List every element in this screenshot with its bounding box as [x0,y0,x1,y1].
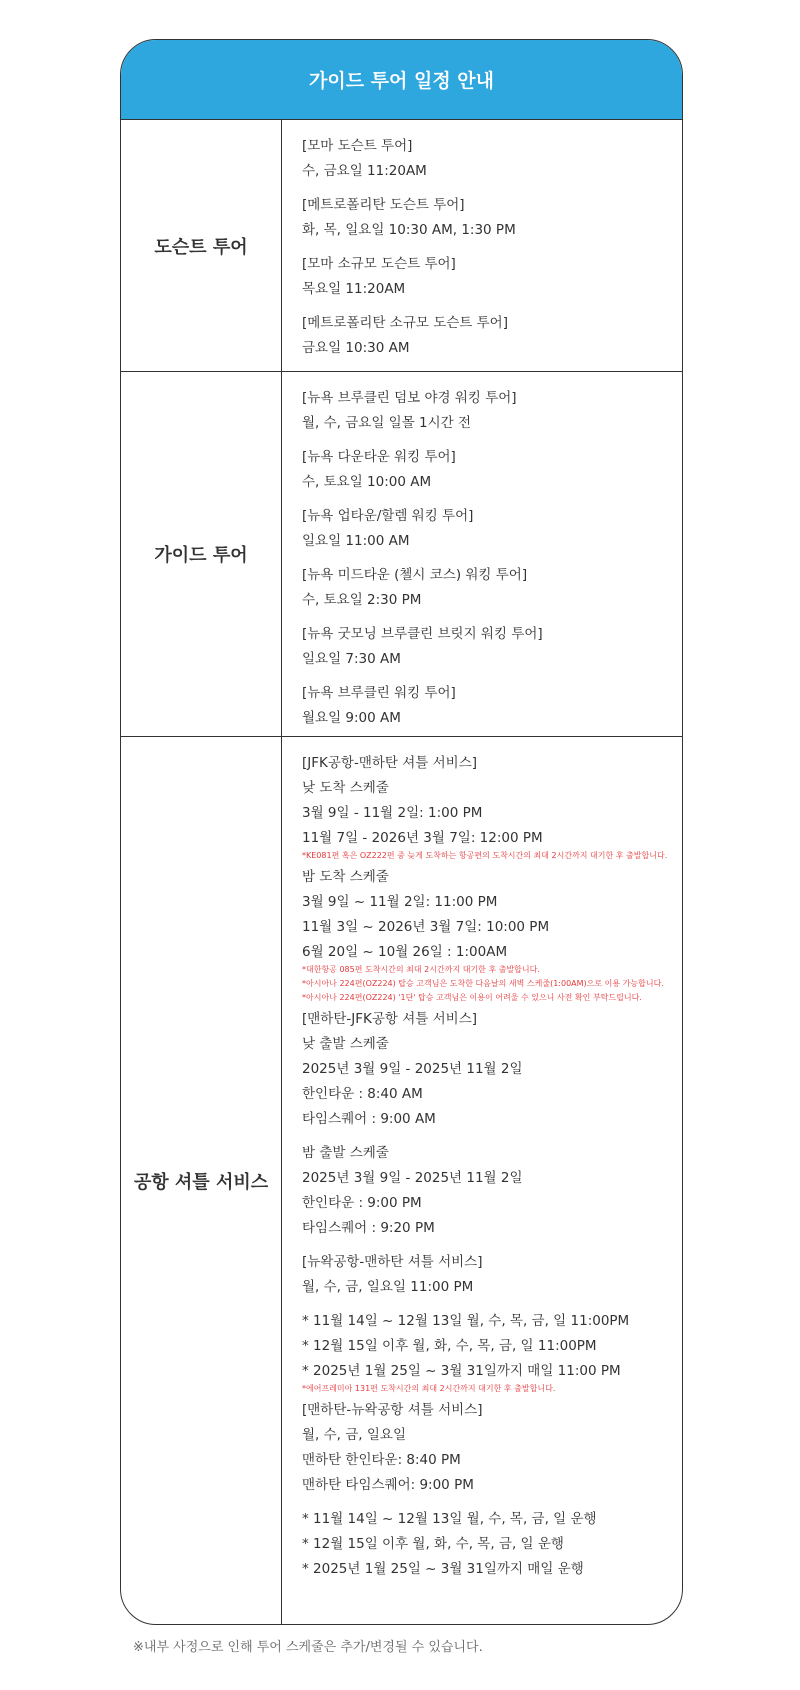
schedule-line: [맨하탄-뉴왁공항 셔틀 서비스] [302,1402,483,1418]
schedule-line: [뉴욕 브루클린 덤보 야경 워킹 투어] [302,390,517,406]
schedule-line: 월, 수, 금, 일요일 [302,1427,406,1443]
row-content-guide [282,372,682,736]
row-docent-tour [121,120,682,372]
row-content-docent [282,120,682,371]
schedule-line: 목요일 11:20AM [302,281,406,297]
schedule-line: 11월 7일 - 2026년 3월 7일: 12:00 PM [302,830,543,846]
schedule-line: * 2025년 1월 25일 ~ 3월 31일까지 매일 운행 [302,1561,584,1577]
schedule-line: 월, 수, 금, 일요일 11:00 PM [302,1279,474,1295]
schedule-line: 3월 9일 - 11월 2일: 1:00 PM [302,805,483,821]
row-content-shuttle [282,737,682,1624]
schedule-note: *KE081편 혹은 OZ222편 중 늦게 도착하는 항공편의 도착시간의 최대 2시간까지 대기한 후 출발합니다. [302,851,668,860]
schedule-line: 월요일 9:00 AM [302,710,401,726]
schedule-line: 일요일 11:00 AM [302,533,410,549]
schedule-line: * 12월 15일 이후 월, 화, 수, 목, 금, 일 운행 [302,1536,564,1552]
schedule-line: [JFK공항-맨하탄 셔틀 서비스] [302,755,477,771]
schedule-line: [뉴욕 굿모닝 브루클린 브릿지 워킹 투어] [302,626,543,642]
card-title: 가이드 투어 일정 안내 [308,70,495,92]
schedule-card [120,39,683,1625]
schedule-line: [뉴욕 미드타운 (첼시 코스) 워킹 투어] [302,567,528,583]
schedule-line: * 11월 14일 ~ 12월 13일 월, 수, 목, 금, 일 운행 [302,1511,597,1527]
schedule-line: [모마 도슨트 투어] [302,138,413,154]
schedule-note: *아시아나 224편(OZ224) '1단' 탑승 고객님은 이용이 어려울 수 있으니 사전 확인 부탁드립니다. [302,993,642,1002]
schedule-line: [메트로폴리탄 소규모 도슨트 투어] [302,315,508,331]
schedule-note: *아시아나 224편(OZ224) 탑승 고객님은 도착한 다음날의 새벽 스케줄(1:00AM)으로 이용 가능합니다. [302,979,664,988]
schedule-line: 수, 토요일 2:30 PM [302,592,422,608]
schedule-line: [뉴욕 업타운/할렘 워킹 투어] [302,508,474,524]
schedule-line: 낮 도착 스케줄 [302,780,389,796]
row-label-docent: 도슨트 투어 [121,120,282,371]
schedule-line: 낮 출발 스케줄 [302,1036,389,1052]
schedule-line: 11월 3일 ~ 2026년 3월 7일: 10:00 PM [302,919,550,935]
schedule-line: 금요일 10:30 AM [302,340,410,356]
schedule-line: 수, 토요일 10:00 AM [302,474,432,490]
schedule-line: 한인타운 : 8:40 AM [302,1086,423,1102]
schedule-line: * 12월 15일 이후 월, 화, 수, 목, 금, 일 11:00PM [302,1338,597,1354]
schedule-line: [뉴욕 다운타운 워킹 투어] [302,449,456,465]
schedule-line: 6월 20일 ~ 10월 26일 : 1:00AM [302,944,508,960]
schedule-line: * 2025년 1월 25일 ~ 3월 31일까지 매일 11:00 PM [302,1363,621,1379]
schedule-line: 맨하탄 타임스퀘어: 9:00 PM [302,1477,474,1493]
row-label-guide: 가이드 투어 [121,372,282,736]
schedule-line: 타임스퀘어 : 9:20 PM [302,1220,435,1236]
schedule-line: 월, 수, 금요일 일몰 1시간 전 [302,415,472,431]
schedule-note: *에어프레미아 131편 도착시간의 최대 2시간까지 대기한 후 출발합니다. [302,1384,556,1393]
schedule-line: [모마 소규모 도슨트 투어] [302,256,456,272]
schedule-line: 맨하탄 한인타운: 8:40 PM [302,1452,461,1468]
footer-note: ※내부 사정으로 인해 투어 스케줄은 추가/변경될 수 있습니다. [133,1640,483,1655]
schedule-line: [뉴왁공항-맨하탄 셔틀 서비스] [302,1254,483,1270]
schedule-line: 밤 출발 스케줄 [302,1145,389,1161]
card-header [121,40,682,120]
schedule-line: 수, 금요일 11:20AM [302,163,427,179]
schedule-line: 일요일 7:30 AM [302,651,401,667]
schedule-line: 2025년 3월 9일 - 2025년 11월 2일 [302,1061,523,1077]
schedule-line: 밤 도착 스케줄 [302,869,389,885]
schedule-line: 타임스퀘어 : 9:00 AM [302,1111,436,1127]
schedule-line: [맨하탄-JFK공항 셔틀 서비스] [302,1011,477,1027]
schedule-line: [메트로폴리탄 도슨트 투어] [302,197,465,213]
schedule-note: *대한항공 085편 도착시간의 최대 2시간까지 대기한 후 출발합니다. [302,965,540,974]
schedule-line: * 11월 14일 ~ 12월 13일 월, 수, 목, 금, 일 11:00PM [302,1313,630,1329]
row-airport-shuttle [121,737,682,1624]
schedule-line: 한인타운 : 9:00 PM [302,1195,422,1211]
schedule-line: 2025년 3월 9일 - 2025년 11월 2일 [302,1170,523,1186]
schedule-line: 3월 9일 ~ 11월 2일: 11:00 PM [302,894,498,910]
row-label-shuttle: 공항 셔틀 서비스 [121,737,282,1624]
schedule-line: 화, 목, 일요일 10:30 AM, 1:30 PM [302,222,516,238]
row-guide-tour [121,372,682,737]
schedule-line: [뉴욕 브루클린 워킹 투어] [302,685,456,701]
